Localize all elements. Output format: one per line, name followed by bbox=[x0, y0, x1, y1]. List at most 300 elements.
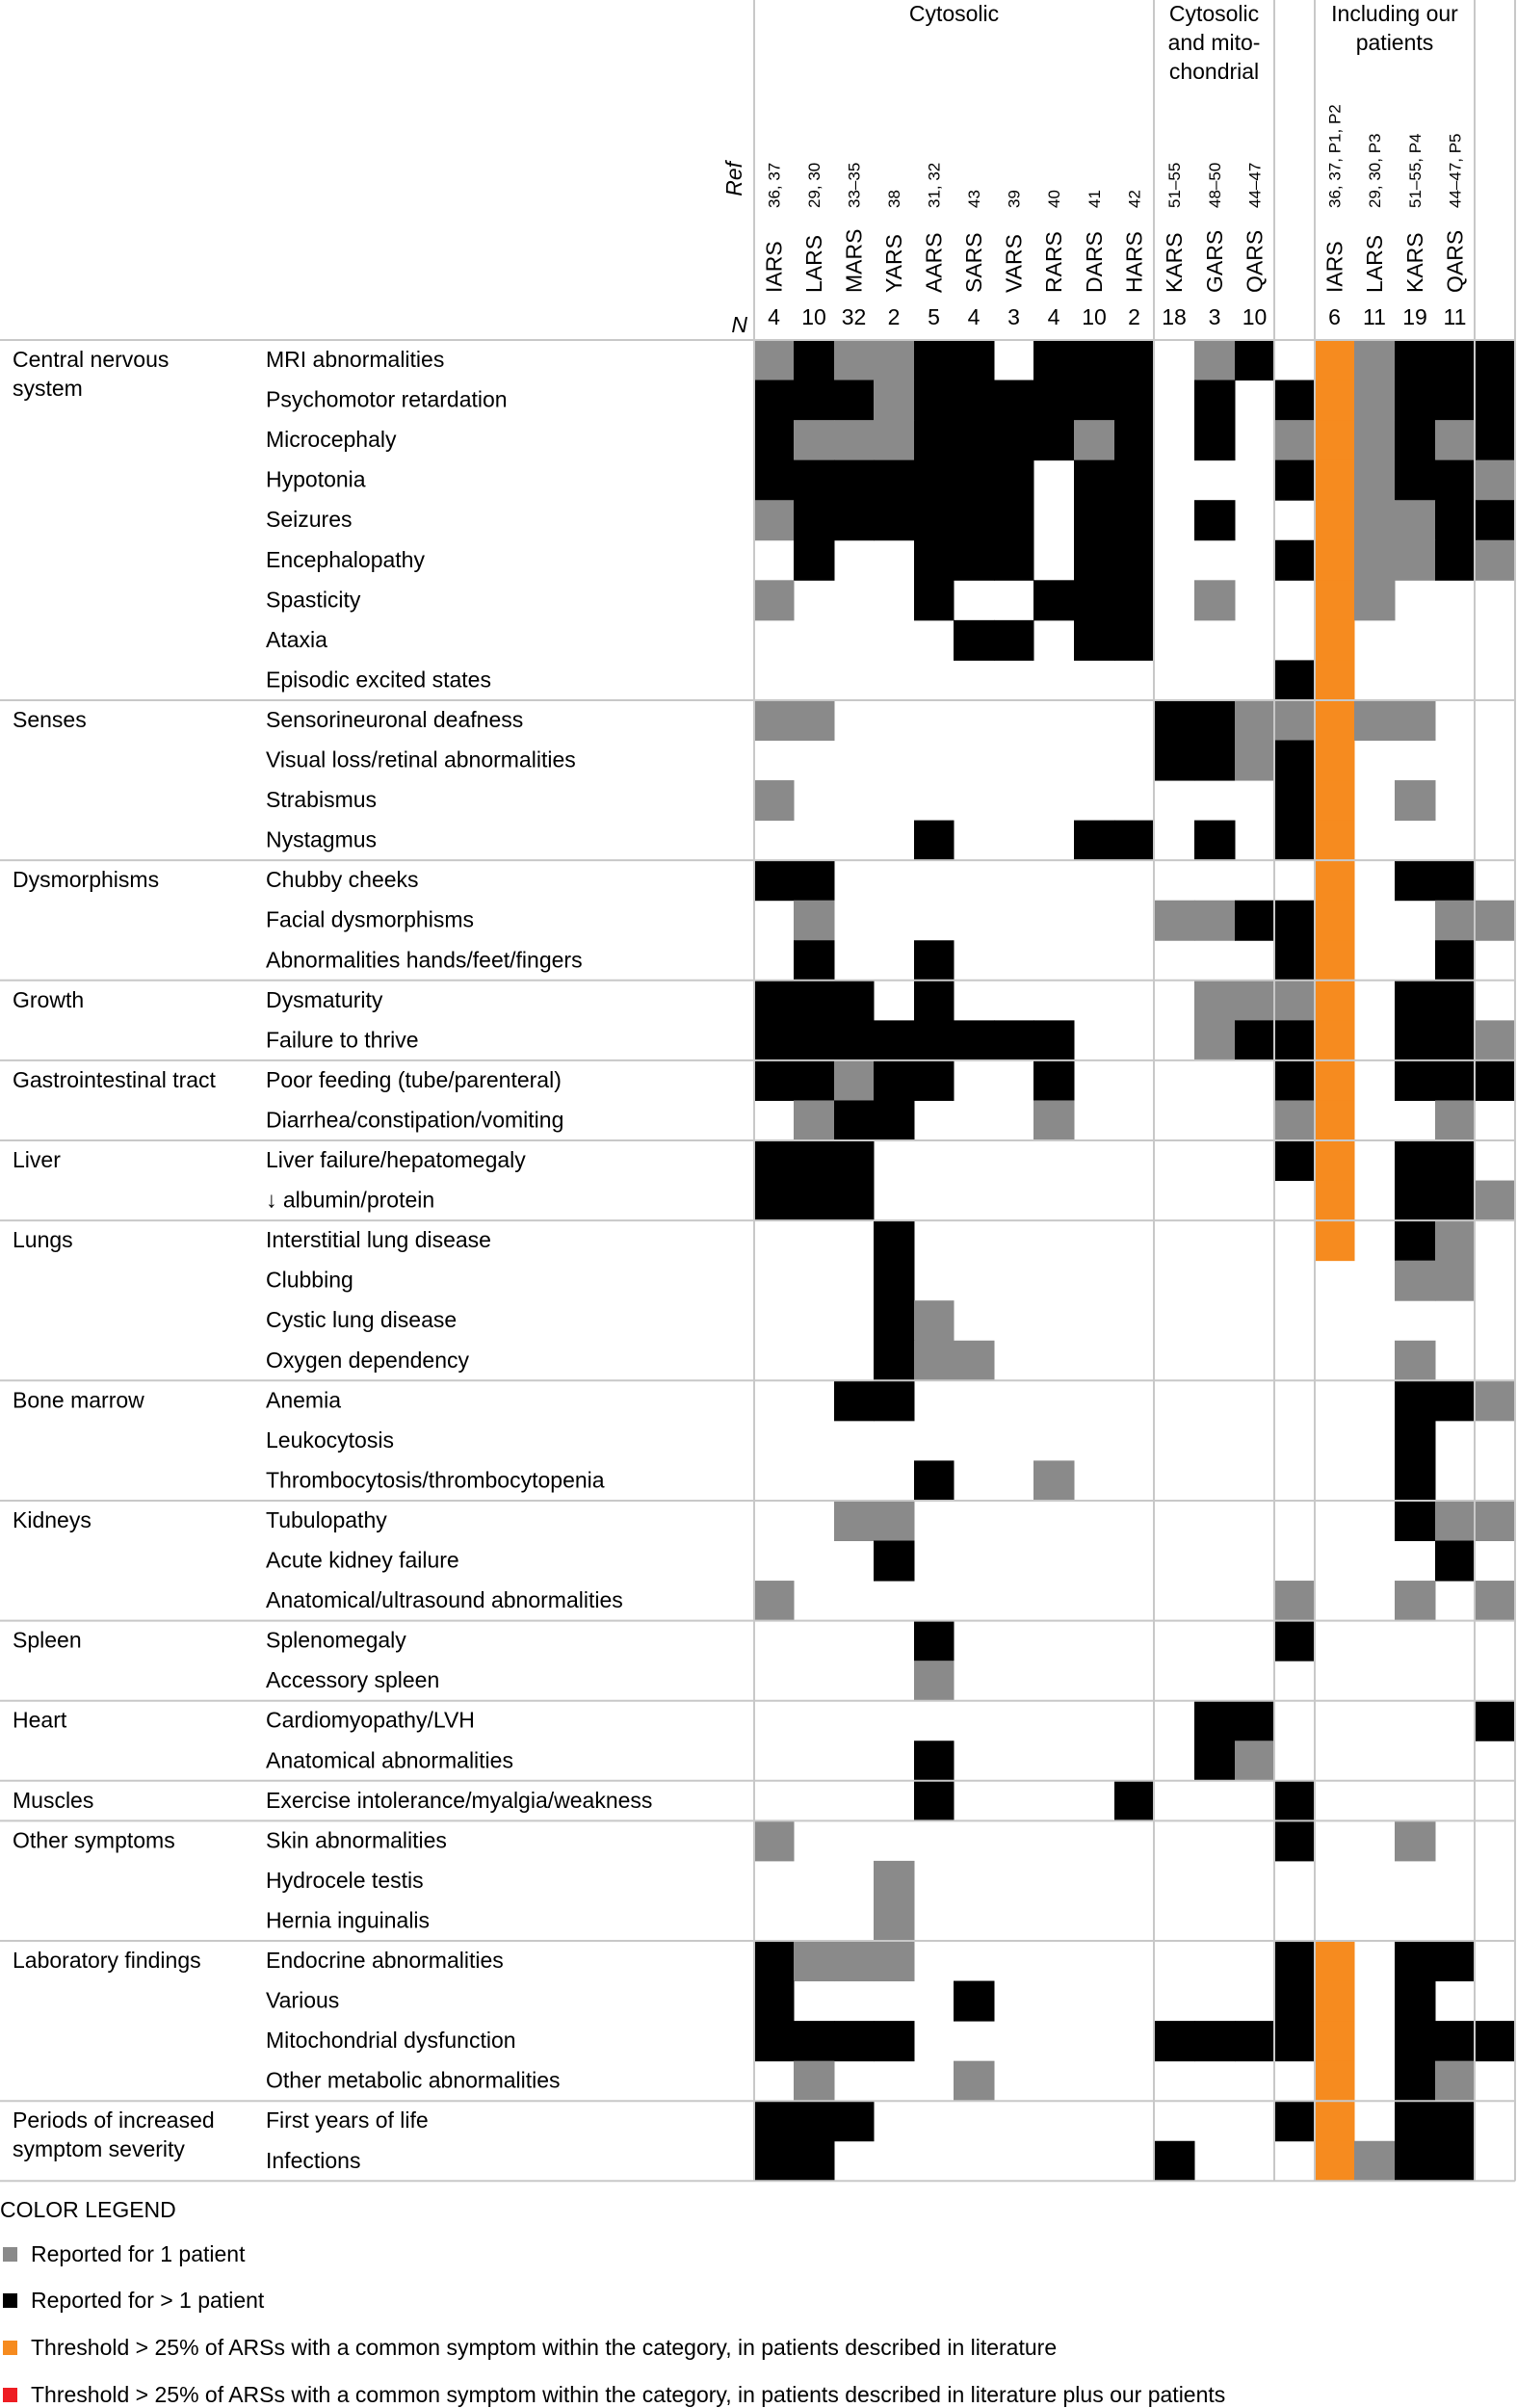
heatmap-cell bbox=[1074, 580, 1115, 620]
heatmap-cell bbox=[834, 420, 875, 460]
column-n: 32 bbox=[841, 304, 867, 329]
heatmap-cell bbox=[1435, 1140, 1476, 1181]
symptom-label: Oxygen dependency bbox=[266, 1347, 469, 1373]
symptom-label: First years of life bbox=[266, 2107, 429, 2133]
heatmap-cell bbox=[954, 500, 995, 540]
heatmap-cell bbox=[754, 780, 795, 821]
heatmap-cell bbox=[874, 1341, 915, 1381]
category-label: Periods of increased bbox=[13, 2107, 215, 2133]
column-name: QARS bbox=[1242, 229, 1268, 293]
heatmap-cell bbox=[1274, 420, 1316, 460]
heatmap-cell bbox=[874, 460, 915, 501]
heatmap-cell bbox=[1235, 2021, 1275, 2061]
column-ref: 29, 30 bbox=[805, 162, 824, 208]
heatmap-cell bbox=[1074, 340, 1115, 380]
heatmap-cell bbox=[1435, 860, 1476, 901]
heatmap-cell bbox=[1315, 2021, 1355, 2061]
heatmap-cell bbox=[1114, 540, 1155, 581]
heatmap-cell bbox=[1194, 821, 1236, 861]
heatmap-cell bbox=[1395, 380, 1436, 421]
column-ref: 51–55 bbox=[1165, 162, 1184, 208]
symptom-label: Seizures bbox=[266, 507, 353, 533]
heatmap-cell bbox=[914, 580, 955, 620]
heatmap-cell bbox=[754, 1060, 795, 1101]
heatmap-cell bbox=[1274, 1820, 1316, 1861]
symptom-label: Cystic lung disease bbox=[266, 1307, 458, 1333]
symptom-label: MRI abnormalities bbox=[266, 347, 445, 372]
heatmap-cell bbox=[1274, 940, 1316, 981]
category-label: Kidneys bbox=[13, 1506, 92, 1532]
heatmap-cell bbox=[914, 1460, 955, 1501]
heatmap-cell bbox=[954, 2061, 995, 2102]
group-label: patients bbox=[1355, 30, 1434, 55]
heatmap-cell bbox=[874, 1060, 915, 1101]
heatmap-cell bbox=[1274, 741, 1316, 781]
column-n: 10 bbox=[1082, 304, 1107, 329]
heatmap-cell bbox=[1315, 660, 1355, 700]
heatmap-cell bbox=[914, 460, 955, 501]
heatmap-cell bbox=[1074, 500, 1115, 540]
heatmap-cell bbox=[874, 1541, 915, 1582]
group-label: Cytosolic bbox=[908, 1, 1000, 26]
heatmap-cell bbox=[874, 340, 915, 380]
column-name: IARS bbox=[761, 241, 787, 293]
heatmap-cell bbox=[1033, 1460, 1075, 1501]
category-label: Gastrointestinal tract bbox=[13, 1066, 216, 1092]
heatmap-cell bbox=[1435, 1060, 1476, 1101]
heatmap-cell bbox=[954, 1020, 995, 1060]
heatmap-cell bbox=[1395, 700, 1436, 741]
heatmap-cell bbox=[914, 981, 955, 1021]
heatmap-cell bbox=[1194, 500, 1236, 540]
heatmap-cell bbox=[794, 860, 835, 901]
column-n: 11 bbox=[1443, 304, 1467, 329]
heatmap-cell bbox=[994, 500, 1034, 540]
heatmap-cell bbox=[1194, 700, 1236, 741]
column-name: LARS bbox=[1362, 234, 1387, 293]
column-ref: 41 bbox=[1085, 190, 1104, 208]
category-label: Central nervous bbox=[13, 347, 170, 372]
heatmap-cell bbox=[1274, 981, 1316, 1021]
heatmap-cell bbox=[1235, 1741, 1275, 1781]
heatmap-cell bbox=[874, 1900, 915, 1941]
legend-label: Threshold > 25% of ARSs with a common symptom within the category, in patients described in literature bbox=[31, 2335, 1058, 2360]
heatmap-cell bbox=[914, 380, 955, 421]
heatmap-cell bbox=[1395, 1820, 1436, 1861]
heatmap-cell bbox=[1395, 1220, 1436, 1261]
heatmap-cell bbox=[794, 2061, 835, 2102]
heatmap-cell bbox=[834, 1941, 875, 1981]
heatmap-cell bbox=[754, 1020, 795, 1060]
column-n: 18 bbox=[1162, 304, 1187, 329]
heatmap-cell bbox=[1315, 940, 1355, 981]
column-ref: 39 bbox=[1005, 190, 1024, 208]
legend-swatch-orange bbox=[3, 2341, 17, 2355]
heatmap-cell bbox=[1315, 380, 1355, 421]
heatmap-cell bbox=[1194, 741, 1236, 781]
heatmap-cell bbox=[1114, 340, 1155, 380]
heatmap-cell bbox=[1033, 1060, 1075, 1101]
symptom-label: Facial dysmorphisms bbox=[266, 906, 474, 932]
heatmap-cell bbox=[1435, 340, 1476, 380]
legend-item-orange bbox=[0, 2335, 1057, 2361]
symptom-label: Diarrhea/constipation/vomiting bbox=[266, 1107, 564, 1133]
heatmap-cell bbox=[834, 460, 875, 501]
heatmap-cell bbox=[1395, 340, 1436, 380]
heatmap-cell bbox=[1435, 1020, 1476, 1060]
heatmap-cell bbox=[1475, 540, 1516, 581]
heatmap-cell bbox=[754, 2101, 795, 2141]
heatmap-cell bbox=[914, 540, 955, 581]
heatmap-cell bbox=[1395, 1981, 1436, 2022]
heatmap-cell bbox=[1315, 1100, 1355, 1140]
heatmap-cell bbox=[1395, 1020, 1436, 1060]
heatmap-cell bbox=[914, 940, 955, 981]
heatmap-cell bbox=[874, 1100, 915, 1140]
heatmap-cell bbox=[754, 1181, 795, 1221]
heatmap-cell bbox=[1395, 1181, 1436, 1221]
heatmap-cell bbox=[1235, 700, 1275, 741]
heatmap-cell bbox=[1395, 2141, 1436, 2182]
column-n: 4 bbox=[1047, 304, 1060, 329]
heatmap-cell bbox=[1435, 1261, 1476, 1301]
heatmap-cell bbox=[754, 981, 795, 1021]
heatmap-cell bbox=[994, 620, 1034, 661]
symptom-label: Ataxia bbox=[266, 626, 327, 652]
symptom-label: Thrombocytosis/thrombocytopenia bbox=[266, 1467, 605, 1493]
heatmap-cell bbox=[1435, 981, 1476, 1021]
heatmap-cell bbox=[1435, 2101, 1476, 2141]
heatmap-cell bbox=[1395, 540, 1436, 581]
n-row-label: N bbox=[731, 312, 747, 337]
heatmap-cell bbox=[754, 2141, 795, 2182]
column-name: KARS bbox=[1402, 232, 1427, 293]
heatmap-cell bbox=[1315, 1060, 1355, 1101]
category-label: Senses bbox=[13, 706, 87, 732]
heatmap-cell bbox=[1074, 620, 1115, 661]
category-label: Muscles bbox=[13, 1787, 94, 1813]
heatmap-cell bbox=[914, 500, 955, 540]
column-name: LARS bbox=[801, 234, 826, 293]
heatmap-cell bbox=[874, 1220, 915, 1261]
symptom-label: Psychomotor retardation bbox=[266, 386, 508, 412]
symptom-label: Dysmaturity bbox=[266, 986, 383, 1012]
symptom-label: Microcephaly bbox=[266, 427, 397, 453]
heatmap-cell bbox=[954, 1341, 995, 1381]
heatmap-cell bbox=[1435, 540, 1476, 581]
column-n: 11 bbox=[1363, 304, 1386, 329]
heatmap-cell bbox=[1435, 1541, 1476, 1582]
heatmap-cell bbox=[1274, 2021, 1316, 2061]
heatmap-cell bbox=[1395, 2101, 1436, 2141]
group-label: chondrial bbox=[1168, 59, 1260, 84]
heatmap-cell bbox=[1235, 1020, 1275, 1060]
heatmap-cell bbox=[1315, 420, 1355, 460]
heatmap-cell bbox=[1315, 981, 1355, 1021]
heatmap-cell bbox=[1235, 741, 1275, 781]
heatmap-cell bbox=[1154, 2021, 1195, 2061]
heatmap-cell bbox=[914, 1781, 955, 1821]
heatmap-cell bbox=[954, 420, 995, 460]
heatmap-cell bbox=[1194, 901, 1236, 941]
group-label: Including our bbox=[1331, 1, 1458, 26]
heatmap-cell bbox=[1114, 500, 1155, 540]
heatmap-cell bbox=[754, 460, 795, 501]
legend-item-gray bbox=[0, 2241, 245, 2267]
ref-row-label: Ref bbox=[721, 162, 746, 196]
heatmap-cell bbox=[754, 1981, 795, 2022]
heatmap-cell bbox=[794, 420, 835, 460]
heatmap-cell bbox=[794, 460, 835, 501]
heatmap-cell bbox=[754, 1581, 795, 1621]
heatmap-cell bbox=[1194, 981, 1236, 1021]
heatmap-cell bbox=[1194, 340, 1236, 380]
heatmap-cell bbox=[1354, 340, 1396, 380]
heatmap-cell bbox=[1475, 1380, 1516, 1421]
heatmap-cell bbox=[754, 1140, 795, 1181]
heatmap-cell bbox=[754, 500, 795, 540]
heatmap-cell bbox=[794, 901, 835, 941]
heatmap-cell bbox=[1475, 1181, 1516, 1221]
heatmap-cell bbox=[1475, 1501, 1516, 1541]
heatmap-cell bbox=[1274, 660, 1316, 700]
heatmap-cell bbox=[1315, 340, 1355, 380]
legend-label: Reported for > 1 patient bbox=[31, 2288, 265, 2313]
heatmap-cell bbox=[1395, 2021, 1436, 2061]
column-n: 2 bbox=[1128, 304, 1140, 329]
heatmap-cell bbox=[954, 460, 995, 501]
heatmap-cell bbox=[834, 1140, 875, 1181]
heatmap-cell bbox=[1274, 1981, 1316, 2022]
heatmap-cell bbox=[1435, 460, 1476, 501]
heatmap-cell bbox=[1154, 2141, 1195, 2182]
heatmap-cell bbox=[874, 1020, 915, 1060]
category-label: Growth bbox=[13, 986, 85, 1012]
heatmap-cell bbox=[874, 1501, 915, 1541]
heatmap-cell bbox=[914, 1341, 955, 1381]
heatmap-cell bbox=[1354, 540, 1396, 581]
heatmap-cell bbox=[1475, 1020, 1516, 1060]
heatmap-cell bbox=[1354, 2141, 1396, 2182]
heatmap-cell bbox=[1315, 1181, 1355, 1221]
heatmap-cell bbox=[1033, 420, 1075, 460]
heatmap-cell bbox=[834, 981, 875, 1021]
heatmap-cell bbox=[1315, 580, 1355, 620]
heatmap-cell bbox=[1033, 1020, 1075, 1060]
symptom-label: Other metabolic abnormalities bbox=[266, 2067, 561, 2093]
heatmap-cell bbox=[1235, 901, 1275, 941]
heatmap-cell bbox=[1395, 860, 1436, 901]
heatmap-cell bbox=[1395, 1261, 1436, 1301]
heatmap-cell bbox=[1395, 1581, 1436, 1621]
heatmap-cell bbox=[794, 981, 835, 1021]
category-label: symptom severity bbox=[13, 2136, 185, 2162]
heatmap-cell bbox=[1154, 901, 1195, 941]
heatmap-cell bbox=[834, 1020, 875, 1060]
column-ref: 29, 30, P3 bbox=[1366, 133, 1384, 208]
symptom-label: Clubbing bbox=[266, 1267, 353, 1293]
heatmap-cell bbox=[914, 1741, 955, 1781]
heatmap-cell bbox=[874, 2021, 915, 2061]
heatmap-cell bbox=[1033, 380, 1075, 421]
column-n: 10 bbox=[801, 304, 826, 329]
heatmap-cell bbox=[1235, 981, 1275, 1021]
category-label: Other symptoms bbox=[13, 1827, 175, 1853]
symptom-label: Hernia inguinalis bbox=[266, 1907, 431, 1933]
column-name: KARS bbox=[1162, 232, 1187, 293]
heatmap-cell bbox=[834, 2101, 875, 2141]
heatmap-cell bbox=[1435, 1380, 1476, 1421]
heatmap-cell bbox=[1435, 380, 1476, 421]
symptom-label: ↓ albumin/protein bbox=[266, 1187, 435, 1213]
column-ref: 42 bbox=[1125, 190, 1144, 208]
column-name: AARS bbox=[921, 232, 947, 293]
heatmap-cell bbox=[794, 2101, 835, 2141]
heatmap-cell bbox=[1274, 1100, 1316, 1140]
column-ref: 44–47 bbox=[1245, 162, 1265, 208]
heatmap-cell bbox=[1395, 1380, 1436, 1421]
heatmap-cell bbox=[1475, 2021, 1516, 2061]
heatmap-cell bbox=[1315, 741, 1355, 781]
category-label: Spleen bbox=[13, 1627, 82, 1653]
heatmap-cell bbox=[834, 1060, 875, 1101]
column-ref: 36, 37 bbox=[765, 162, 784, 208]
heatmap-cell bbox=[1315, 1020, 1355, 1060]
heatmap-cell bbox=[1114, 1781, 1155, 1821]
heatmap-cell bbox=[1315, 1941, 1355, 1981]
column-n: 4 bbox=[768, 304, 780, 329]
symptom-label: Failure to thrive bbox=[266, 1027, 419, 1053]
heatmap-cell bbox=[914, 340, 955, 380]
heatmap-cell bbox=[994, 380, 1034, 421]
heatmap-cell bbox=[994, 1020, 1034, 1060]
heatmap-cell bbox=[994, 420, 1034, 460]
heatmap-cell bbox=[1114, 620, 1155, 661]
heatmap-cell bbox=[874, 1380, 915, 1421]
category-label: Bone marrow bbox=[13, 1387, 144, 1413]
heatmap-cell bbox=[1315, 1140, 1355, 1181]
heatmap-cell bbox=[1274, 1621, 1316, 1662]
symptom-label: Strabismus bbox=[266, 787, 378, 813]
heatmap-cell bbox=[1274, 700, 1316, 741]
heatmap-cell bbox=[1274, 1781, 1316, 1821]
heatmap-cell bbox=[1033, 1100, 1075, 1140]
heatmap-cell bbox=[1274, 821, 1316, 861]
heatmap-cell bbox=[1074, 420, 1115, 460]
column-n: 3 bbox=[1208, 304, 1221, 329]
symptom-label: Hypotonia bbox=[266, 466, 366, 492]
column-name: QARS bbox=[1442, 229, 1468, 293]
heatmap-cell bbox=[834, 340, 875, 380]
heatmap-cell bbox=[1033, 340, 1075, 380]
heatmap-cell bbox=[874, 1300, 915, 1341]
heatmap-cell bbox=[874, 420, 915, 460]
heatmap-cell bbox=[794, 1181, 835, 1221]
heatmap-cell bbox=[1475, 500, 1516, 540]
heatmap-cell bbox=[1354, 500, 1396, 540]
heatmap-cell bbox=[954, 340, 995, 380]
column-ref: 43 bbox=[965, 190, 983, 208]
heatmap-cell bbox=[1315, 1220, 1355, 1261]
heatmap-cell bbox=[1274, 1020, 1316, 1060]
symptom-label: Tubulopathy bbox=[266, 1506, 387, 1532]
heatmap-cell bbox=[954, 1981, 995, 2022]
heatmap-cell bbox=[1395, 1421, 1436, 1461]
legend-item-black bbox=[0, 2288, 264, 2314]
column-name: VARS bbox=[1001, 234, 1027, 293]
column-n: 3 bbox=[1007, 304, 1020, 329]
symptom-label: Interstitial lung disease bbox=[266, 1227, 491, 1253]
heatmap-cell bbox=[754, 1820, 795, 1861]
heatmap-cell bbox=[954, 540, 995, 581]
heatmap-cell bbox=[1354, 380, 1396, 421]
heatmap-cell bbox=[1395, 1501, 1436, 1541]
heatmap-cell bbox=[1435, 1941, 1476, 1981]
heatmap-cell bbox=[1354, 700, 1396, 741]
heatmap-cell bbox=[1315, 2141, 1355, 2182]
heatmap-cell bbox=[834, 2021, 875, 2061]
heatmap-cell bbox=[1274, 1140, 1316, 1181]
heatmap-cell bbox=[1194, 2021, 1236, 2061]
heatmap-cell bbox=[1475, 460, 1516, 501]
heatmap-cell bbox=[874, 1861, 915, 1901]
heatmap-cell bbox=[1194, 1741, 1236, 1781]
heatmap-cell bbox=[874, 500, 915, 540]
heatmap-cell bbox=[834, 1380, 875, 1421]
heatmap-cell bbox=[1475, 901, 1516, 941]
symptom-label: Exercise intolerance/myalgia/weakness bbox=[266, 1787, 653, 1813]
symptom-label: Poor feeding (tube/parenteral) bbox=[266, 1066, 562, 1092]
category-label: Dysmorphisms bbox=[13, 867, 160, 893]
heatmap-cell bbox=[754, 380, 795, 421]
heatmap-cell bbox=[794, 2021, 835, 2061]
heatmap-cell bbox=[1315, 500, 1355, 540]
heatmap-cell bbox=[954, 620, 995, 661]
heatmap-cell bbox=[754, 580, 795, 620]
heatmap-cell bbox=[914, 1060, 955, 1101]
heatmap-cell bbox=[1114, 380, 1155, 421]
symptom-label: Anatomical abnormalities bbox=[266, 1747, 513, 1773]
column-ref: 44–47, P5 bbox=[1446, 133, 1465, 208]
heatmap-cell bbox=[1315, 700, 1355, 741]
heatmap-cell bbox=[1154, 700, 1195, 741]
heatmap-cell bbox=[874, 1941, 915, 1981]
group-label: Cytosolic bbox=[1168, 1, 1260, 26]
symptom-label: Anemia bbox=[266, 1387, 341, 1413]
heatmap-cell bbox=[1395, 500, 1436, 540]
heatmap-cell bbox=[1194, 380, 1236, 421]
legend-swatch-gray bbox=[3, 2247, 17, 2262]
heatmap-cell bbox=[1274, 780, 1316, 821]
heatmap-cell bbox=[1395, 981, 1436, 1021]
heatmap-cell bbox=[1435, 1501, 1476, 1541]
heatmap-cell bbox=[1435, 901, 1476, 941]
heatmap-cell bbox=[994, 460, 1034, 501]
symptom-label: Leukocytosis bbox=[266, 1426, 394, 1453]
heatmap-cell bbox=[874, 1261, 915, 1301]
heatmap-cell bbox=[1154, 741, 1195, 781]
heatmap-cell bbox=[1274, 380, 1316, 421]
symptom-label: Hydrocele testis bbox=[266, 1867, 424, 1893]
legend-item-red bbox=[0, 2382, 1225, 2408]
heatmap-cell bbox=[1194, 420, 1236, 460]
heatmap-cell bbox=[1354, 420, 1396, 460]
heatmap-cell bbox=[1274, 1941, 1316, 1981]
heatmap-cell bbox=[1315, 460, 1355, 501]
heatmap-cell bbox=[834, 500, 875, 540]
heatmap-cell bbox=[1235, 340, 1275, 380]
legend-title: COLOR LEGEND bbox=[0, 2197, 176, 2222]
